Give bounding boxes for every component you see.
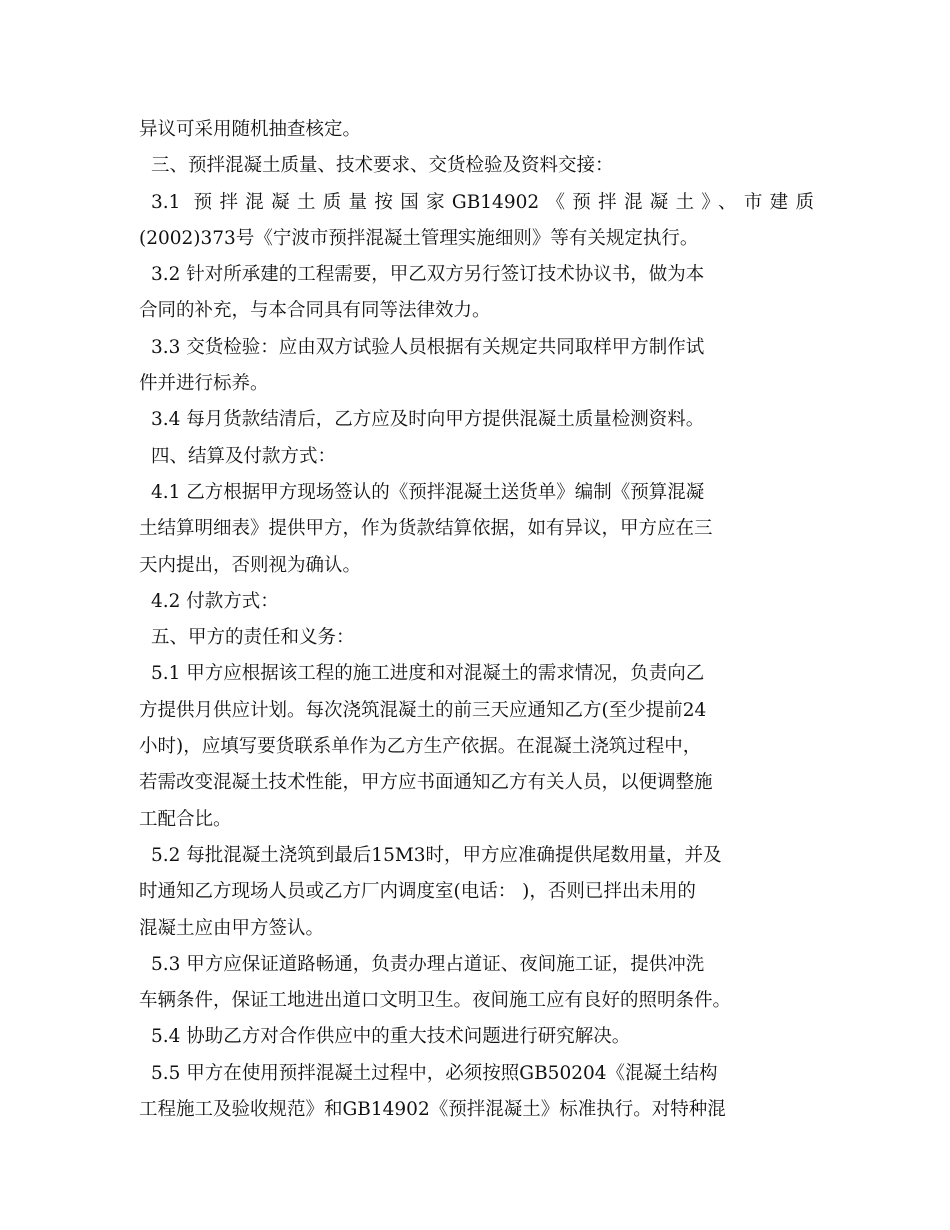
text-line: 小时)，应填写要货联系单作为乙方生产依据。在混凝土浇筑过程中， [139, 736, 702, 758]
text-line: 件并进行标养。 [139, 373, 269, 395]
text-line: 天内提出，否则视为确认。 [139, 554, 362, 576]
text-line: 异议可采用随机抽查核定。 [139, 119, 362, 140]
text-line: 五、甲方的责任和义务： [151, 627, 355, 649]
text-line: 4.2 付款方式： [151, 590, 279, 612]
text-line: 4.1 乙方根据甲方现场签认的《预拌混凝土送货单》编制《预算混凝 [151, 481, 705, 503]
text-line: 5.5 甲方在使用预拌混凝土过程中，必须按照GB50204《混凝土结构 [151, 1062, 718, 1084]
text-line: 土结算明细表》提供甲方，作为货款结算依据，如有异议，甲方应在三 [139, 518, 713, 540]
text-line: 混凝土应由甲方签认。 [139, 917, 325, 939]
text-line: 5.1 甲方应根据该工程的施工进度和对混凝土的需求情况，负责向乙 [151, 663, 705, 685]
text-line: 工程施工及验收规范》和GB14902《预拌混凝土》标准执行。对特种混 [139, 1099, 726, 1121]
document-body [139, 112, 814, 1128]
text-line: 四、结算及付款方式： [151, 445, 337, 467]
text-line: 工配合比。 [139, 808, 232, 830]
text-line: 5.2 每批混凝土浇筑到最后15M3时，甲方应准确提供尾数用量，并及 [151, 844, 722, 866]
text-line: 3.1 预拌混凝土质量按国家GB14902《预拌混凝土》、市建质 [151, 191, 814, 213]
text-line: 方提供月供应计划。每次浇筑混凝土的前三天应通知乙方(至少提前24 [139, 699, 707, 721]
text-line: 5.3 甲方应保证道路畅通，负责办理占道证、夜间施工证，提供冲洗 [151, 953, 705, 975]
text-line: 5.4 协助乙方对合作供应中的重大技术问题进行研究解决。 [151, 1026, 631, 1048]
text-line: 合同的补充，与本合同具有同等法律效力。 [139, 300, 491, 322]
text-line: 3.4 每月货款结清后，乙方应及时向甲方提供混凝土质量检测资料。 [151, 409, 705, 431]
text-line: 车辆条件，保证工地进出道口文明卫生。夜间施工应有良好的照明条件。 [139, 990, 732, 1012]
text-line: 若需改变混凝土技术性能，甲方应书面通知乙方有关人员，以便调整施 [139, 772, 713, 794]
text-line: 3.3 交货检验：应由双方试验人员根据有关规定共同取样甲方制作试 [151, 336, 705, 358]
text-line: (2002)373号《宁波市预拌混凝土管理实施细则》等有关规定执行。 [139, 227, 699, 249]
text-line: 时通知乙方现场人员或乙方厂内调度室(电话： )，否则已拌出未用的 [139, 881, 696, 903]
text-line: 三、预拌混凝土质量、技术要求、交货检验及资料交接： [151, 155, 614, 177]
text-line: 3.2 针对所承建的工程需要，甲乙双方另行签订技术协议书，做为本 [151, 264, 705, 286]
